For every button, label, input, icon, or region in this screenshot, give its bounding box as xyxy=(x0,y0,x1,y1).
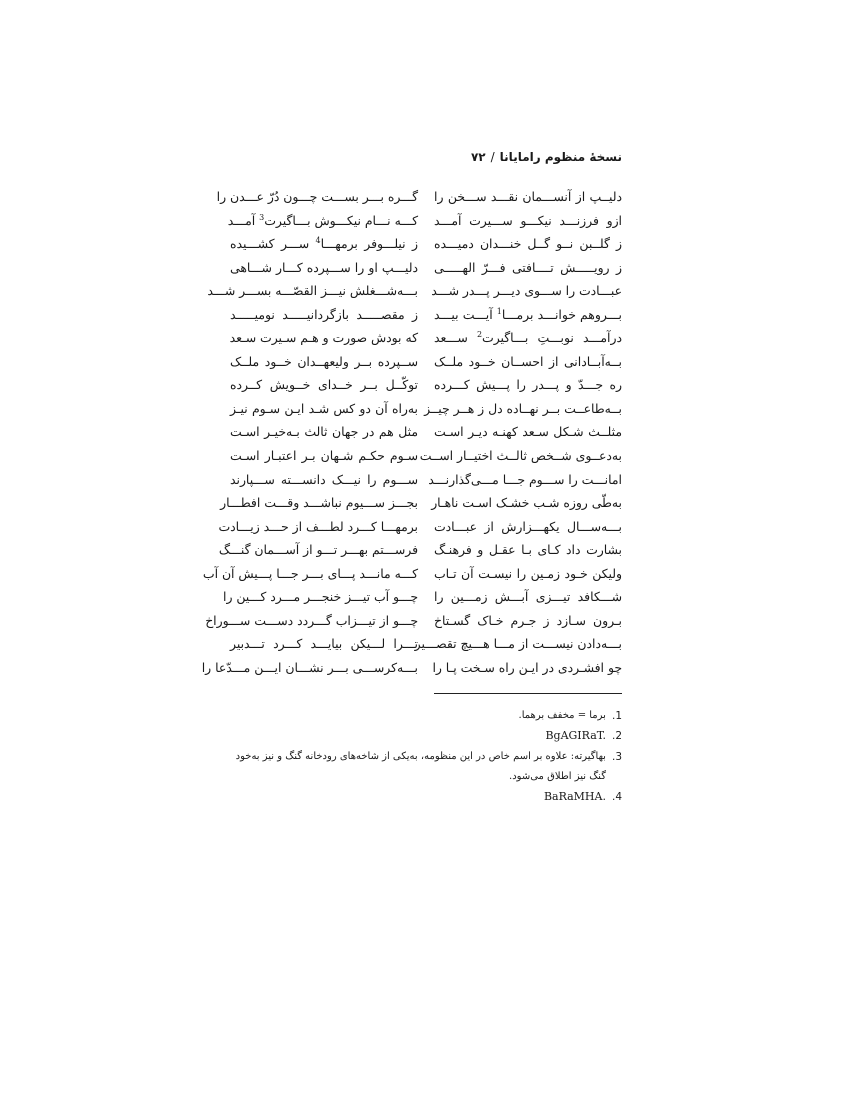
footnote-number: 4. xyxy=(611,791,622,803)
footnote-number: 3. xyxy=(611,751,622,763)
verse-text-continued: ســـر کشـــیده xyxy=(230,236,316,252)
verse-text: برمهـــا کـــرد لطـــف از حـــد زیـــادت xyxy=(218,518,418,534)
verse-text: ولیکن خـود زمـین را نیسـت آن تـاب xyxy=(434,565,622,581)
verse-text-continued: ســـعد xyxy=(434,330,477,346)
verse-text: ازو فرزنـــد نیکـــو ســـیرت آمـــد xyxy=(434,212,622,228)
page-number: ۷۲ xyxy=(470,150,486,164)
footnote-text xyxy=(222,787,606,808)
right-column-verse xyxy=(419,444,622,468)
left-column-verse xyxy=(227,209,418,233)
running-head-separator: / xyxy=(490,150,495,164)
verse-text: بــه‌آبــادانی از احســان خــود ملــک xyxy=(434,353,622,369)
verse-text: دلیـــپ او را ســـپرده کـــار شـــاهی xyxy=(230,259,418,275)
right-column-verse xyxy=(431,279,622,303)
verse-text: بجـــز ســـیوم نباشـــد وقـــت افطـــار xyxy=(220,495,418,511)
verse-text: چـــو آب تیـــز خنجـــر مـــرد کـــین را xyxy=(223,589,418,605)
left-column-verse xyxy=(202,562,418,586)
left-column-verse xyxy=(230,373,418,397)
verse-text: بـــه‌ســـال یکهـــزارش از عبـــادت xyxy=(434,518,622,534)
verse-text: کـــه نـــام نیکـــوش بـــاگیرت xyxy=(264,212,418,228)
right-column-verse xyxy=(434,515,622,539)
right-column-verse xyxy=(434,656,622,680)
verse-text: بـرون سـازد ز جـرم خـاک گسـتاخ xyxy=(434,612,622,628)
footnote-text xyxy=(222,726,606,747)
left-column-verse xyxy=(230,420,418,444)
verse-text: کـــه مانـــد پـــای بـــر جـــا پـــیش آن آب xyxy=(202,565,418,581)
right-column-verse xyxy=(434,185,622,209)
right-column-verse xyxy=(414,632,622,656)
right-column-verse xyxy=(434,609,622,633)
verse-text: ره جـــدّ و پـــدر را پـــیش کـــرده xyxy=(434,377,622,393)
right-column-verse xyxy=(434,538,622,562)
verse-text: عبـــادت را ســـوی دیـــر پـــدر شـــد xyxy=(431,283,622,299)
verse-text: گـــره بـــر بســـت چـــون دُرّ عـــدن را xyxy=(216,189,418,204)
verse-text: درآمـــد نوبـــتِ بـــاگیرت xyxy=(482,330,622,346)
poem-right-column xyxy=(414,185,622,679)
right-column-verse xyxy=(434,420,622,444)
right-column-verse xyxy=(434,373,622,397)
footnotes xyxy=(222,706,622,808)
left-column-verse xyxy=(218,538,418,562)
verse-text: که بودش صورت و هـم سـیرت سـعد xyxy=(229,330,418,346)
poem xyxy=(201,185,622,675)
right-column-verse xyxy=(434,256,622,280)
verse-text: شـــکافد تیـــزی آبـــش زمـــین را xyxy=(434,589,622,605)
verse-text: امانـــت را ســـوم جـــا مـــی‌گذارنـــد xyxy=(428,471,622,487)
verse-text-continued: آمـــد xyxy=(227,212,260,228)
footnote-marker: 1 xyxy=(496,306,502,316)
footnote-text: برما = مخفف برهما. xyxy=(518,710,606,721)
verse-text: دلیــپ از آنســـمان نقـــد ســـخن را xyxy=(434,189,622,204)
footnote-number: 1. xyxy=(611,710,622,722)
verse-text: سـوم حکـم شـهان بـر اعتبـار اسـت xyxy=(230,448,418,464)
footnote xyxy=(222,706,622,726)
footnote-number: 2. xyxy=(611,730,622,742)
verse-text: مثل هم در جهان ثالث بـه‌خیـر اسـت xyxy=(230,424,418,440)
verse-text: بـــه‌کرســـی بـــر نشـــان ایـــن مـــدّعا را xyxy=(201,659,418,675)
verse-text-continued: آیـــت بیـــد xyxy=(434,306,497,322)
left-column-verse xyxy=(230,397,418,421)
verse-text: ز گلــبن نــو گــل خنـــدان دمیـــده xyxy=(434,236,622,252)
left-column-verse xyxy=(205,609,418,633)
left-column-verse xyxy=(216,185,418,209)
footnote-marker: 2 xyxy=(476,330,483,340)
right-column-verse xyxy=(434,209,622,233)
verse-text: بـــه‌شـــغلش نیـــز القصّـــه بســـر شـــد xyxy=(207,283,418,299)
footnote xyxy=(222,787,622,808)
left-column-verse xyxy=(218,515,418,539)
left-column-verse xyxy=(230,303,418,327)
right-column-verse xyxy=(434,350,622,374)
verse-text: بـــروهم خوانـــد برمـــا xyxy=(501,306,622,322)
verse-text: به‌دعــوی شــخص ثالــث اختیــار اســت xyxy=(419,448,622,464)
footnote-latin-term: BgAGIRaT. xyxy=(545,729,606,742)
left-column-verse xyxy=(230,326,418,350)
left-column-verse xyxy=(223,585,418,609)
verse-text: ســپرده بــر ولیعهــدان خــود ملــک xyxy=(230,353,418,369)
verse-text: به‌طّی روزه شـب خشـک اسـت ناهـار xyxy=(431,495,622,511)
footnote-rule xyxy=(434,693,622,694)
left-column-verse xyxy=(230,468,418,492)
running-head xyxy=(471,150,622,164)
verse-text: بشارت داد کـای بـا عقـل و فرهنـگ xyxy=(434,542,622,558)
left-column-verse xyxy=(220,491,418,515)
verse-text: ز مقصـــــد بازگردانیـــــد نومیـــــد xyxy=(230,306,418,322)
footnote-marker: 3 xyxy=(259,212,265,222)
running-head-title: نسخهٔ منظوم رامایانا xyxy=(499,150,622,164)
poem-left-column xyxy=(201,185,418,679)
left-column-verse xyxy=(230,632,418,656)
left-column-verse xyxy=(201,656,418,680)
footnote-marker: 4 xyxy=(315,235,321,245)
verse-text: چو افشـردی در ایـن راه سـخت پـا را xyxy=(432,659,622,675)
left-column-verse xyxy=(230,232,418,256)
left-column-verse xyxy=(207,279,418,303)
footnote-text: بهاگیرته: علاوه بر اسم خاص در این منظومه، به‌یکی از شاخه‌های رودخانه گنگ و نیز به‌خود گنگ نیز اطلاق می‌شود. xyxy=(235,751,606,782)
verse-text: چـــو از تیـــزاب گـــردد دســـت ســـوراخ xyxy=(205,612,418,628)
verse-text: بــه‌طاعــت بــر نهــاده دل ز هــر چیــز xyxy=(424,400,622,416)
right-column-verse xyxy=(434,232,622,256)
left-column-verse xyxy=(230,444,418,468)
left-column-verse xyxy=(230,350,418,374)
verse-text: فرســـتم بهـــر تـــو از آســـمان گنـــگ xyxy=(218,542,418,558)
right-column-verse xyxy=(434,585,622,609)
left-column-verse xyxy=(230,256,418,280)
right-column-verse xyxy=(434,562,622,586)
verse-text: ز رویـــــش تــــافتی فـــرّ الهـــــی xyxy=(434,259,622,275)
footnote xyxy=(222,747,622,787)
right-column-verse xyxy=(431,491,622,515)
verse-text: ز نیلـــوفر برمهـــا xyxy=(320,236,418,252)
right-column-verse xyxy=(434,326,622,350)
verse-text: به‌راه آن دو کس شـد ایـن سـوم نیـز xyxy=(230,400,418,416)
verse-text: ســـوم را نیـــک دانســـته ســـپارند xyxy=(230,471,418,487)
verse-text: بـــه‌دادن نیســـت از مـــا هـــیچ تقصـــیر xyxy=(414,636,622,652)
verse-text: مثلــث شـکل سـعد کهنـه دیـر اسـت xyxy=(434,424,622,440)
footnote-latin-term: BaRaMHA. xyxy=(543,790,606,803)
right-column-verse xyxy=(424,397,622,421)
verse-text: تـــرا لـــیکن بیایـــد کـــرد تـــدبیر xyxy=(230,636,418,652)
right-column-verse xyxy=(434,303,622,327)
footnote xyxy=(222,726,622,747)
verse-text: توکّــل بــر خــدای خــویش کــرده xyxy=(230,377,418,393)
right-column-verse xyxy=(428,468,622,492)
